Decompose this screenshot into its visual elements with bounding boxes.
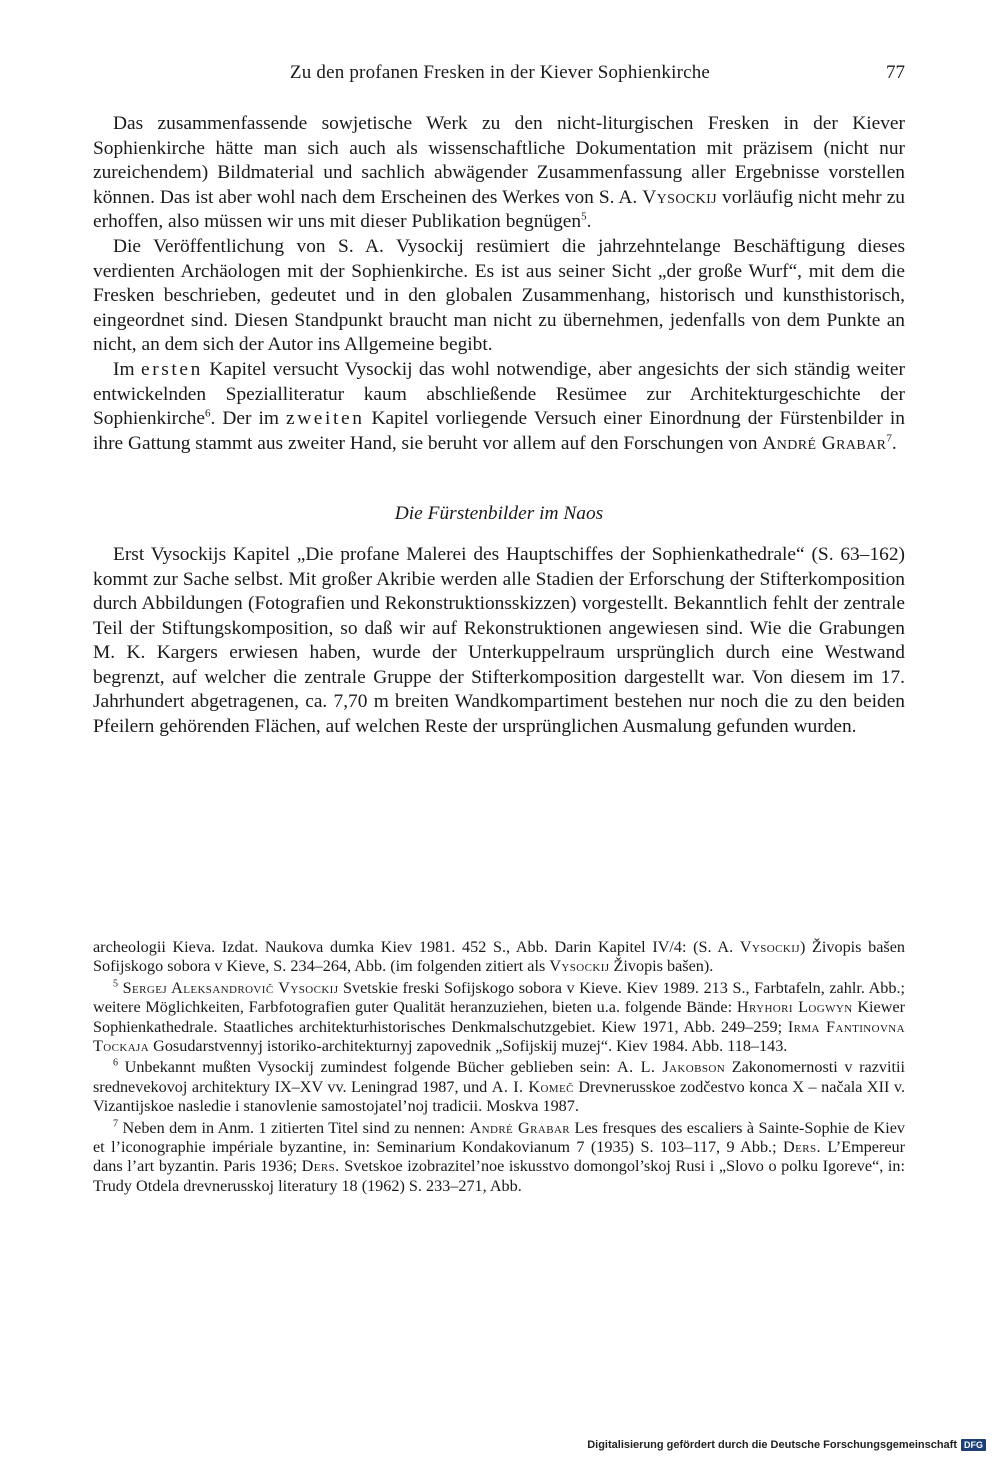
running-title: Zu den profanen Fresken in der Kiever Sophienkirche (289, 62, 711, 83)
footnote-7-text-e: L’Empereur dans l’art byzantin. Paris 1936; (93, 1138, 906, 1176)
footnote-6-author-jakobson: A. L. Jakobson (617, 1058, 726, 1077)
paragraph-3-text-a: Im (113, 358, 141, 380)
footnote-7-text-g: Svetskoe izobrazitel’noe iskusstvo domongol’skoj Rusi i „Slovo o polku Igoreve“, in: Trudy Otdela drevnerusskoj literatury 18 (1962) S. 233–271, Abb. (93, 1157, 905, 1195)
running-header (95, 62, 905, 90)
paragraph-1-text-c: vorläufig nicht mehr zu erhoffen, also müssen wir uns mit dieser Publikation begnügen (93, 186, 905, 233)
paragraph-1-text-d: . (586, 211, 592, 233)
footnote-cont-author-a: Vysockij (739, 938, 800, 956)
paragraph-1 (93, 112, 905, 235)
paragraph-1-text-a: Das zusammenfassende sowjetische Werk zu den nicht-liturgischen Fresken in der Kiever Sophienkirche hätte man sich auch als wissenschaftliche Dokumentation mit präzisem (nicht nur zureichendem) Bildmaterial und sachlich abwägender Zusammenfassung aller Ergebnisse vorstellen können. Das ist aber wohl nach dem Erscheinen des Werkes von S. A. (93, 113, 905, 208)
footnote-7-ders-a: Ders. (783, 1138, 821, 1157)
digitization-notice (587, 1439, 986, 1451)
body-text (93, 112, 905, 740)
footnote-5-text-d: Kiewer Sophienkathedrale. Staatliches architekturhistorisches Denkmalschutzgebiet. Kiew 1971, Abb. 249–259; (93, 998, 905, 1036)
footnote-5-text-f: Gosudarstvennyj istoriko-architekturnyj zapovednik „Sofijskij muzej“. Kiev 1984. Abb. 118–143. (149, 1037, 788, 1056)
footnote-5 (93, 979, 905, 1057)
footnotes (93, 938, 905, 1196)
section-heading: Die Fürstenbilder im Naos (394, 503, 604, 525)
author-name-grabar: André Grabar (762, 432, 887, 454)
footnote-cont-text-a: archeologii Kieva. Izdat. Naukova dumka Kiev 1981. 452 S., Abb. Darin Kapitel IV/4: (S. A. (93, 938, 740, 956)
paragraph-3-text-f: Kapitel vorliegende Versuch einer Einordnung der Fürstenbilder in ihre Gattung stammt aus zweiter Hand, sie beruht vor allem auf den Forschungen von (93, 408, 905, 454)
emphasis-zweiten: zweiten (286, 408, 365, 430)
dfg-logo: DFG (961, 1439, 986, 1451)
paragraph-3-text-c: Kapitel versucht Vysockij das wohl notwendige, aber angesichts der sich ständig weiter entwickelnden Spezialliteratur kaum abschließende Resümee zur Architekturgeschichte der Sophienkirche (93, 358, 905, 430)
footnote-5-text-b: Svetskie freski Sofijskogo sobora v Kieve. Kiev 1989. 213 S., Farbtafeln, zahlr. Abb.; weitere Möglichkeiten, Farbfotografien guter Qualität heranzuziehen, bieten u.a. folgende Bände: (93, 978, 905, 1017)
emphasis-ersten: ersten (140, 358, 203, 380)
footnote-6-text-a: Unbekannt mußten Vysockij zumindest folgende Bücher geblieben sein: (118, 1058, 618, 1077)
footnote-7-text-a: Neben dem in Anm. 1 zitierten Titel sind zu nennen: (118, 1118, 470, 1137)
footnote-7 (93, 1119, 905, 1197)
author-name-vysockij: Vysockij (642, 186, 718, 208)
paragraph-3-text-h: . (891, 432, 897, 454)
footnote-7-text-c: Les fresques des escaliers à Sainte-Sophie de Kiev et l’iconographie impériale byzantine, in: Seminarium Kondakovianum 7 (1935) S. 103–117, 9 Abb.; (93, 1118, 906, 1157)
footnote-6-author-komec: A. I. Komeč (491, 1077, 574, 1096)
footnote-6 (93, 1058, 905, 1116)
footnote-5-author: Sergej Aleksandrovič Vysockij (122, 978, 339, 997)
footnote-cont-text-e: Živopis bašen). (609, 957, 714, 976)
footnote-ref-5[interactable]: 5 (581, 210, 587, 223)
footnote-ref-6[interactable]: 6 (205, 407, 211, 420)
footnote-7-author-grabar: André Grabar (469, 1118, 571, 1137)
footnote-6-text-e: Drevnerusskoe zodčestvo konca X – načala XII v. Vizantijskoe nasledie i stanovlenie samostojatel’noj tradicii. Moskva 1987. (93, 1077, 905, 1116)
footnote-cont-text-c: ) Živopis bašen Sofijskogo sobora v Kieve, S. 234–264, Abb. (im folgenden zitiert als (93, 938, 906, 976)
footnote-cont-author-b: Vysockij (549, 957, 610, 976)
paragraph-3-text-d: . Der im (210, 408, 286, 430)
footnote-5-author-tockaja: Irma Fantinovna Tockaja (93, 1017, 905, 1056)
footnote-6-number: 6 (113, 1058, 118, 1070)
digitization-notice-text: Digitalisierung gefördert durch die Deutsche Forschungsgemeinschaft (587, 1439, 957, 1451)
paragraph-3 (93, 358, 905, 456)
footnote-5-number: 5 (113, 978, 118, 990)
footnote-6-text-c: Zakonomernosti v razvitii srednevekovoj architektury IX–XV vv. Leningrad 1987, und (93, 1058, 905, 1096)
footnote-7-number: 7 (113, 1118, 118, 1130)
page-number: 77 (886, 62, 905, 83)
footnote-ref-7[interactable]: 7 (886, 432, 892, 445)
paragraph-2: Die Veröffentlichung von S. A. Vysockij resümiert die jahrzehntelange Beschäftigung dieses verdienten Archäologen mit der Sophienkirche. Es ist aus seiner Sicht „der große Wurf“, mit dem die Fresken beschrieben, gedeutet und in den globalen Zusammenhang, historisch und kunsthistorisch, eingeordnet sind. Diesen Standpunkt braucht man nicht zu übernehmen, jedenfalls von dem Punkte an nicht, an dem sich der Autor ins Allgemeine begibt. (93, 235, 905, 356)
footnote-5-author-logwyn: Hryhori Logwyn (736, 998, 853, 1017)
section-paragraph: Erst Vysockijs Kapitel „Die profane Malerei des Hauptschiffes der Sophienkathedrale“ (S. 63–162) kommt zur Sache selbst. Mit großer Akribie werden alle Stadien der Erforschung der Stifterkomposition durch Abbildungen (Fotografien und Rekonstruktionsskizzen) vorgestellt. Bekanntlich fehlt der zentrale Teil der Stiftungskomposition, so daß wir auf Rekonstruktionen angewiesen sind. Wie die Grabungen M. K. Kargers erwiesen haben, wurde der Unterkuppelraum ursprünglich durch eine Westwand begrenzt, auf welcher die zentrale Gruppe der Stifterkomposition dargestellt war. Von diesem im 17. Jahrhundert abgetragenen, ca. 7,70 m breiten Wandkompartiment bestehen nur noch die zu den beiden Pfeilern gehörenden Flächen, auf welchen Reste der ursprünglichen Ausmalung gefunden wurden. (93, 543, 905, 738)
footnote-continuation (93, 938, 905, 977)
footnote-7-ders-b: Ders. (301, 1157, 340, 1176)
